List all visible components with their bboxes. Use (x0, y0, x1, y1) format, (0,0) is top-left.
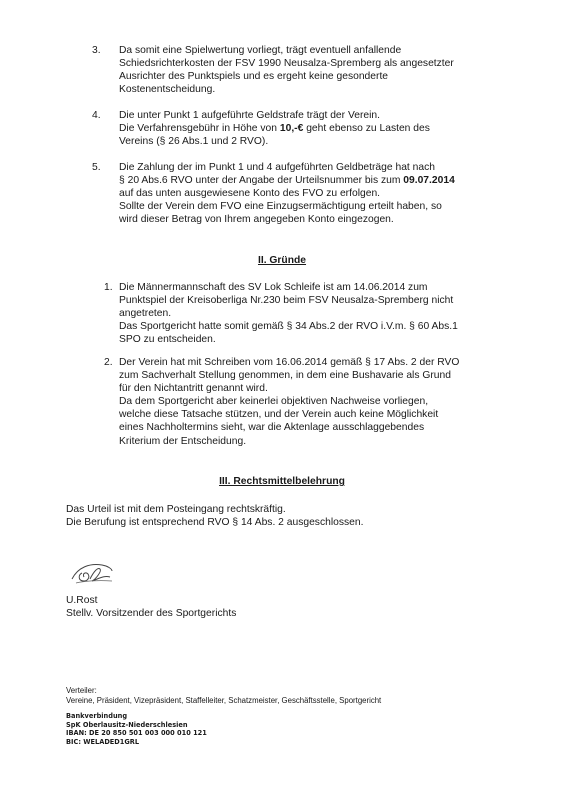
item-number: 4. (92, 110, 101, 121)
text-line: welche diese Tatsache stützen, und der Verein auch keine Möglichkeit (119, 409, 439, 421)
text-fragment: § 20 Abs.6 RVO unter der Angabe der Urteilsnummer bis zum (119, 175, 404, 187)
text-line: auf das unten ausgewiesene Konto des FVO zu erfolgen. (119, 188, 381, 200)
signature-block (66, 594, 236, 620)
bank-name: SpK Oberlausitz-Niederschlesien (66, 720, 188, 729)
text-line: angetreten. (119, 308, 172, 320)
text-line: Punktspiel der Kreisoberliga Nr.230 beim FSV Neusalza-Spremberg nicht (119, 295, 454, 307)
section-title-legal-remedies: III. Rechtsmittelbelehrung (219, 476, 345, 487)
distribution-list (66, 686, 381, 706)
item-text (119, 44, 519, 96)
distribution-label: Verteiler: (66, 686, 97, 695)
text-line: eines Nachholtermins sieht, war die Aktenlage ausschlaggebendes (119, 422, 425, 434)
text-line: wird dieser Betrag von Ihrem angegeben Konto eingezogen. (119, 214, 394, 226)
text-line: für den Nichtantritt genannt wird. (119, 383, 268, 395)
text-fragment: geht ebenso zu Lasten des (303, 123, 430, 135)
item-text (119, 356, 519, 448)
text-line: Ausrichter des Punktspiels und es ergeht keine gesonderte (119, 71, 389, 83)
section-title-reasons: II. Gründe (257, 255, 307, 266)
fee-amount: 10,-€ (279, 123, 304, 135)
bank-iban: IBAN: DE 20 850 501 003 000 010 121 (66, 729, 207, 738)
signatory-role: Stellv. Vorsitzender des Sportgerichts (66, 608, 237, 620)
text-line (119, 174, 519, 187)
item-number: 2. (104, 357, 113, 368)
item-text (119, 281, 519, 346)
distribution-recipients: Vereine, Präsident, Vizepräsident, Staffelleiter, Schatzmeister, Geschäftsstelle, Sportgericht (66, 696, 382, 705)
text-line: Vereins (§ 26 Abs.1 und 2 RVO). (119, 136, 269, 148)
text-line (119, 122, 519, 135)
item-number: 5. (92, 162, 101, 173)
item-text (119, 161, 519, 226)
text-fragment: Die Verfahrensgebühr in Höhe von (119, 123, 280, 135)
text-line: Sollte der Verein dem FVO eine Einzugsermächtigung erteilt haben, so (119, 201, 442, 213)
signatory-name: U.Rost (66, 595, 98, 606)
text-line: Schiedsrichterkosten der FSV 1990 Neusalza-Spremberg als angesetzter (119, 58, 454, 70)
text-line: Das Sportgericht hatte somit gemäß § 34 Abs.2 der RVO i.V.m. § 60 Abs.1 (119, 321, 458, 333)
text-line: Kriterium der Entscheidung. (119, 435, 247, 447)
text-line: Die Zahlung der im Punkt 1 und 4 aufgeführten Geldbeträge hat nach (119, 162, 435, 173)
legal-remedies-text (66, 503, 363, 529)
text-line: SPO zu entscheiden. (119, 334, 216, 346)
text-line: Die Männermannschaft des SV Lok Schleife ist am 14.06.2014 zum (119, 282, 428, 293)
handwritten-signature (68, 557, 116, 589)
text-line: Die unter Punkt 1 aufgeführte Geldstrafe trägt der Verein. (119, 110, 381, 121)
bank-heading: Bankverbindung (66, 712, 128, 720)
item-number: 3. (92, 45, 101, 56)
bank-bic: BIC: WELADED1GRL (66, 737, 140, 746)
text-line: Da dem Sportgericht aber keinerlei objektiven Nachweise vorliegen, (119, 396, 429, 408)
text-line: Da somit eine Spielwertung vorliegt, trägt eventuell anfallende (119, 45, 402, 56)
text-line: Der Verein hat mit Schreiben vom 16.06.2014 gemäß § 17 Abs. 2 der RVO (119, 357, 460, 368)
text-line: Kostenentscheidung. (119, 84, 216, 96)
item-text (119, 109, 519, 148)
text-line: zum Sachverhalt Stellung genommen, in dem eine Bushavarie als Grund (119, 370, 451, 382)
bank-details (66, 712, 207, 746)
item-number: 1. (104, 282, 113, 293)
payment-deadline: 09.07.2014 (403, 175, 455, 187)
text-line: Das Urteil ist mit dem Posteingang rechtskräftig. (66, 504, 286, 515)
text-line: Die Berufung ist entsprechend RVO § 14 Abs. 2 ausgeschlossen. (66, 517, 364, 529)
